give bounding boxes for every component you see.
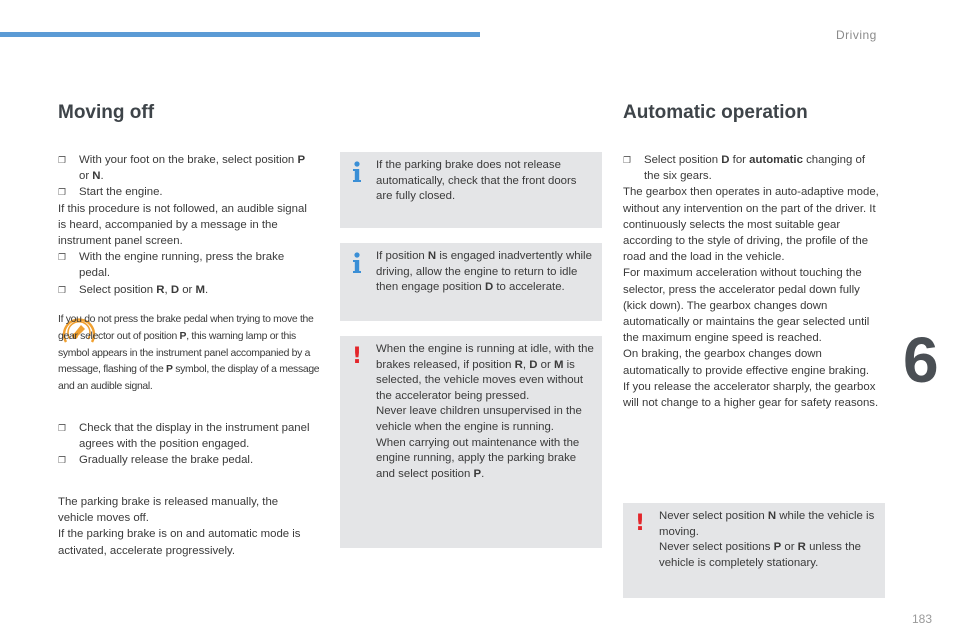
parking-brake-paragraphs xyxy=(58,494,316,559)
automatic-operation-title: Automatic operation xyxy=(623,102,808,123)
parking-brake-released-text: The parking brake is released manually, the vehicle moves off. xyxy=(58,496,279,525)
checkbox-bullet-icon: ❐ xyxy=(58,155,67,165)
step-check-display: ❐ Check that the display in the instrument panel agrees with the position engaged. xyxy=(58,422,310,451)
warning-box-positions xyxy=(623,503,885,598)
chapter-number: 6 xyxy=(903,324,939,396)
step-select-d: ❐ Select position D for automatic changing of the six gears. xyxy=(623,154,865,183)
warning-maintenance-text: When carrying out maintenance with the engine running, apply the parking brake and select position P. xyxy=(376,436,580,480)
info-icon xyxy=(350,252,364,274)
section-label: Driving xyxy=(836,28,877,42)
exclamation-icon: ! xyxy=(635,511,646,536)
checkbox-bullet-icon: ❐ xyxy=(58,423,67,433)
info-box-doors xyxy=(340,152,602,228)
checkbox-bullet-icon: ❐ xyxy=(58,284,67,295)
info-icon xyxy=(350,161,364,183)
release-accelerator-paragraph: If you release the accelerator sharply, the gearbox will not change to a higher gear for safety reasons. xyxy=(623,380,879,410)
step-select-rdm: ❐ Select position R, D or M. xyxy=(58,282,316,298)
warning-stationary-text: Never select positions P or R unless the vehicle is completely stationary. xyxy=(659,541,861,569)
automatic-operation-text xyxy=(623,152,881,411)
moving-off-final-steps xyxy=(58,420,316,469)
step-start-engine: ❐ Start the engine. xyxy=(58,184,316,200)
moving-off-title: Moving off xyxy=(58,102,155,123)
page-number: 183 xyxy=(912,612,933,626)
brake-pedal-note: If you do not press the brake pedal when trying to move the gear selector out of position P, this warning lamp or this symbol appears in the instrument panel accompanied by a message, flashing of the P symbol, the display of a message and an audible signal. xyxy=(58,314,320,393)
braking-paragraph: On braking, the gearbox changes down automatically to provide effective engine braking. xyxy=(623,348,870,377)
audible-signal-paragraph: If this procedure is not followed, an audible signal is heard, accompanied by a message in the instrument panel screen. xyxy=(58,202,307,248)
checkbox-bullet-icon: ❐ xyxy=(623,155,632,165)
warning-children-text: Never leave children unsupervised in the vehicle when the engine is running. xyxy=(376,405,582,433)
checkbox-bullet-icon: ❐ xyxy=(58,187,67,198)
warning-neutral-moving-text: Never select position N while the vehicle is moving. xyxy=(659,510,875,538)
step-press-brake: ❐ With the engine running, press the brake pedal. xyxy=(58,251,285,280)
parking-brake-on-text: If the parking brake is on and automatic mode is activated, accelerate progressively. xyxy=(58,528,301,557)
header-accent-bar xyxy=(0,32,480,37)
info-box-neutral xyxy=(340,243,602,321)
checkbox-bullet-icon: ❐ xyxy=(58,455,67,466)
kick-down-paragraph: For maximum acceleration without touching the selector, press the accelerator pedal down fully (kick down). The gearbox changes down automatically or maintains the gear selected until the maximum engine speed is reached. xyxy=(623,267,870,345)
step-select-p-or-n: ❐ With your foot on the brake, select position P or N. xyxy=(58,154,306,183)
step-release-brake: ❐ Gradually release the brake pedal. xyxy=(58,452,316,468)
warning-idle-text: When the engine is running at idle, with the brakes released, if position R, D or M is selected, the vehicle moves even without the accelerator being pressed. xyxy=(376,343,594,402)
auto-adaptive-paragraph: The gearbox then operates in auto-adaptive mode, without any intervention on the part of the driver. It continuously selects the most suitable gear according to the style of driving, the profile of the road and the load in the vehicle. xyxy=(623,186,879,264)
info-doors-text: If the parking brake does not release automatically, check that the front doors are fully closed. xyxy=(376,159,577,203)
exclamation-icon: ! xyxy=(352,344,363,369)
warning-box-idle xyxy=(340,336,602,548)
checkbox-bullet-icon: ❐ xyxy=(58,252,67,263)
info-neutral-text: If position N is engaged inadvertently while driving, allow the engine to return to idle then engage position D to accelerate. xyxy=(376,250,592,294)
moving-off-steps xyxy=(58,152,316,298)
